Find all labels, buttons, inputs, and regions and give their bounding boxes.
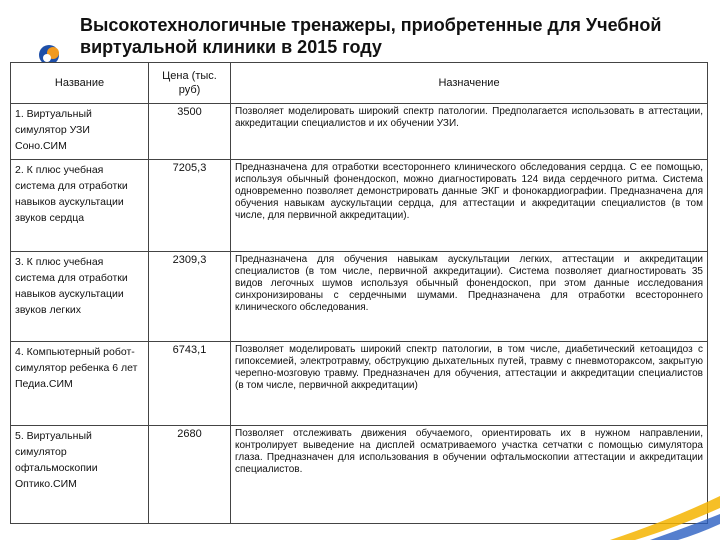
row-purpose: Позволяет отслеживать движения обучаемого, ориентировать их в нужном направлении, контролирует выведение на дисплей осматриваемого участка сетчатки с помощью симулятора глаза. Предназначен для использования в обучении офтальмоскопии аттестации и аккредитации специалистов. bbox=[231, 426, 708, 524]
table-row bbox=[11, 252, 708, 342]
row-name: 5. Виртуальный симулятор офтальмоскопии Оптико.СИМ bbox=[11, 426, 149, 524]
row-price: 3500 bbox=[149, 104, 231, 160]
table-row bbox=[11, 160, 708, 252]
row-purpose: Позволяет моделировать широкий спектр патологии. Предполагается использовать в аттестации, аккредитации специалистов и их обучении УЗИ. bbox=[231, 104, 708, 160]
table-row bbox=[11, 104, 708, 160]
equipment-table bbox=[10, 62, 708, 524]
decorative-swoosh-icon bbox=[590, 490, 720, 540]
row-name: 3. К плюс учебная система для отработки навыков аускультации звуков легких bbox=[11, 252, 149, 342]
row-price: 7205,3 bbox=[149, 160, 231, 252]
row-name: 2. К плюс учебная система для отработки навыков аускультации звуков сердца bbox=[11, 160, 149, 252]
row-name: 1. Виртуальный симулятор УЗИ Соно.СИМ bbox=[11, 104, 149, 160]
row-purpose: Позволяет моделировать широкий спектр патологии, в том числе, диабетический кетоацидоз с гипоксемией, электротравму, обструкцию дыхательных путей, травму с пневмотораксом, закрытую черепно-мозговую травму. Предназначен для обучения, аттестации и аккредитации специалистов (в том числе, первичной аккредитации) bbox=[231, 342, 708, 426]
row-price: 6743,1 bbox=[149, 342, 231, 426]
header-name: Название bbox=[11, 63, 149, 104]
row-purpose: Предназначена для отработки всестороннего клинического обследования сердца. С ее помощью, используя обычный фонендоскоп, можно диагностировать 124 вида сердечного ритма. Система одновременно позволяет демонстрировать данные ЭКГ и фонокардиографии. Предназначена для обучения навыкам аускультации сердца, для аттестации и аккредитации специалистов (в том числе, для первичной аккредитации). bbox=[231, 160, 708, 252]
row-price: 2309,3 bbox=[149, 252, 231, 342]
page-title: Высокотехнологичные тренажеры, приобретенные для Учебной виртуальной клиники в 2015 году bbox=[80, 15, 662, 57]
header-purpose: Назначение bbox=[231, 63, 708, 104]
row-price: 2680 bbox=[149, 426, 231, 524]
table-row bbox=[11, 342, 708, 426]
row-name: 4. Компьютерный робот-симулятор ребенка 6 лет Педиа.СИМ bbox=[11, 342, 149, 426]
row-purpose: Предназначена для обучения навыкам аускультации легких, аттестации и аккредитации специалистов (в том числе, первичной аккредитации). Система позволяет диагностировать 35 видов легочных шумов используя обычный фонендоскоп, при этом данные исследования синхронизированы с сердечными шумами. Предназначена для отработки всестороннего клинического обследования. bbox=[231, 252, 708, 342]
table-header-row bbox=[11, 63, 708, 104]
header-price: Цена (тыс. руб) bbox=[149, 63, 231, 104]
